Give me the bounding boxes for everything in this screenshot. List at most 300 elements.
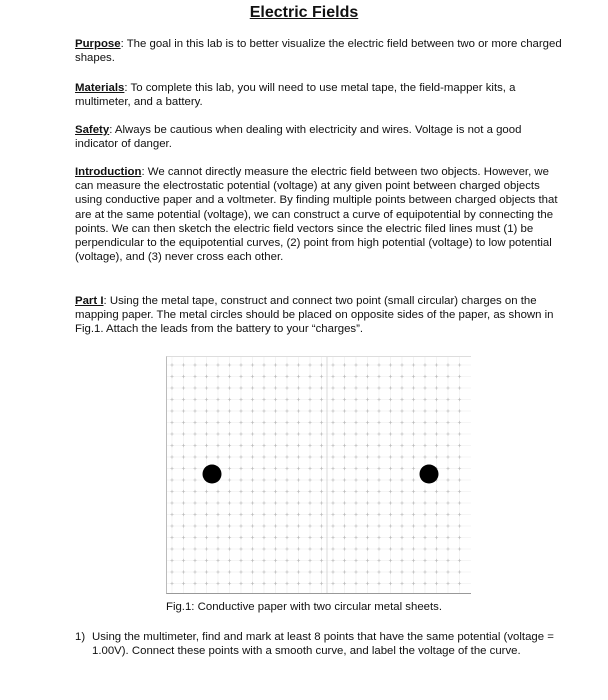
grid-mark [354, 375, 357, 378]
grid-mark [423, 559, 426, 562]
grid-mark [354, 432, 357, 435]
grid-mark [308, 386, 311, 389]
grid-mark [435, 432, 438, 435]
grid-mark [216, 409, 219, 412]
grid-mark [182, 478, 185, 481]
grid-mark [389, 547, 392, 550]
grid-mark [458, 513, 461, 516]
grid-mark [446, 478, 449, 481]
grid-mark [354, 490, 357, 493]
grid-mark [377, 386, 380, 389]
grid-mark [331, 559, 334, 562]
grid-mark [400, 398, 403, 401]
grid-mark [331, 444, 334, 447]
grid-mark [343, 467, 346, 470]
grid-mark [251, 513, 254, 516]
grid-mark [331, 478, 334, 481]
introduction-section: Introduction: We cannot directly measure the electric field between two objects. However, we can measure the electrostatic potential (voltage) at any given point between charged objects using conductive paper and a voltmeter. By finding multiple points between charged objects that are at the same potential (voltage), we can construct a curve of equipotential by connecting the points. We can then sketch the electric field vectors since the electric filed lines must (1) be perpendicular to the equipotential curves, (2) point from high potential (voltage) to low potential (voltage), and (3) never cross each other. [75, 166, 558, 264]
grid-mark [205, 363, 208, 366]
grid-mark [193, 375, 196, 378]
grid-mark [331, 375, 334, 378]
grid-mark [216, 513, 219, 516]
grid-mark [435, 455, 438, 458]
grid-mark [320, 559, 323, 562]
grid-mark [366, 513, 369, 516]
grid-mark [251, 375, 254, 378]
grid-mark [205, 501, 208, 504]
part1-label: Part I [75, 295, 104, 307]
grid-mark [205, 513, 208, 516]
grid-mark [458, 455, 461, 458]
grid-mark [412, 559, 415, 562]
grid-mark [343, 501, 346, 504]
part1-section: Part I: Using the metal tape, construct and connect two point (small circular) charges on the mapping paper. The metal circles should be placed on opposite sides of the paper, as shown in Fig.1. Attach the leads from the battery to your “charges”. [75, 295, 554, 336]
grid-mark [435, 375, 438, 378]
grid-mark [308, 570, 311, 573]
grid-mark [251, 432, 254, 435]
grid-mark [170, 536, 173, 539]
grid-mark [320, 432, 323, 435]
grid-mark [435, 547, 438, 550]
grid-mark [354, 570, 357, 573]
grid-mark [389, 536, 392, 539]
grid-mark [262, 536, 265, 539]
grid-mark [193, 455, 196, 458]
grid-mark [423, 547, 426, 550]
grid-mark [285, 570, 288, 573]
grid-mark [308, 455, 311, 458]
grid-mark [446, 536, 449, 539]
grid-mark [297, 582, 300, 585]
grid-mark [377, 524, 380, 527]
grid-mark [423, 513, 426, 516]
grid-mark [435, 570, 438, 573]
grid-mark [297, 409, 300, 412]
grid-mark [400, 409, 403, 412]
grid-mark [320, 490, 323, 493]
grid-mark [274, 478, 277, 481]
grid-mark [389, 432, 392, 435]
grid-mark [377, 432, 380, 435]
grid-mark [228, 513, 231, 516]
grid-mark [228, 432, 231, 435]
grid-mark [262, 409, 265, 412]
grid-mark [216, 432, 219, 435]
grid-mark [435, 536, 438, 539]
grid-mark [274, 444, 277, 447]
grid-mark [285, 524, 288, 527]
grid-mark [274, 570, 277, 573]
grid-mark [274, 409, 277, 412]
grid-mark [320, 536, 323, 539]
grid-mark [331, 501, 334, 504]
grid-mark [389, 467, 392, 470]
grid-mark [308, 547, 311, 550]
grid-mark [412, 444, 415, 447]
grid-mark [435, 409, 438, 412]
grid-mark [423, 455, 426, 458]
grid-mark [412, 467, 415, 470]
grid-mark [331, 409, 334, 412]
grid-mark [182, 547, 185, 550]
grid-mark [262, 547, 265, 550]
grid-mark [354, 467, 357, 470]
grid-mark [170, 467, 173, 470]
grid-mark [377, 536, 380, 539]
grid-mark [285, 536, 288, 539]
grid-mark [193, 421, 196, 424]
grid-mark [251, 363, 254, 366]
grid-mark [412, 409, 415, 412]
grid-mark [170, 432, 173, 435]
grid-mark [285, 375, 288, 378]
grid-mark [446, 421, 449, 424]
grid-mark [251, 536, 254, 539]
step-1 [75, 630, 565, 658]
grid-mark [389, 409, 392, 412]
grid-mark [239, 421, 242, 424]
grid-mark [435, 582, 438, 585]
grid-mark [228, 490, 231, 493]
grid-mark [182, 467, 185, 470]
grid-mark [366, 559, 369, 562]
grid-mark [377, 513, 380, 516]
grid-mark [228, 467, 231, 470]
grid-mark [182, 524, 185, 527]
grid-mark [205, 524, 208, 527]
grid-mark [262, 559, 265, 562]
grid-mark [377, 363, 380, 366]
grid-mark [228, 524, 231, 527]
grid-mark [458, 490, 461, 493]
grid-mark [297, 467, 300, 470]
grid-mark [343, 536, 346, 539]
grid-mark [320, 478, 323, 481]
grid-mark [308, 363, 311, 366]
grid-mark [389, 455, 392, 458]
grid-mark [366, 582, 369, 585]
grid-mark [193, 398, 196, 401]
grid-mark [354, 409, 357, 412]
grid-mark [274, 363, 277, 366]
grid-mark [366, 490, 369, 493]
grid-mark [389, 513, 392, 516]
grid-mark [308, 582, 311, 585]
grid-mark [182, 444, 185, 447]
grid-mark [170, 398, 173, 401]
grid-mark [377, 444, 380, 447]
grid-mark [239, 524, 242, 527]
grid-mark [216, 501, 219, 504]
grid-mark [239, 444, 242, 447]
grid-mark [435, 363, 438, 366]
grid-mark [446, 524, 449, 527]
grid-mark [458, 386, 461, 389]
grid-mark [308, 421, 311, 424]
grid-mark [308, 409, 311, 412]
grid-mark [182, 398, 185, 401]
grid-mark [297, 398, 300, 401]
grid-mark [170, 455, 173, 458]
grid-mark [308, 467, 311, 470]
grid-mark [262, 363, 265, 366]
grid-mark [423, 421, 426, 424]
grid-mark [331, 490, 334, 493]
grid-mark [205, 444, 208, 447]
grid-mark [331, 467, 334, 470]
grid-mark [297, 386, 300, 389]
grid-mark [331, 421, 334, 424]
grid-mark [423, 582, 426, 585]
grid-mark [205, 409, 208, 412]
grid-mark [377, 467, 380, 470]
grid-mark [446, 582, 449, 585]
grid-mark [170, 363, 173, 366]
grid-mark [412, 513, 415, 516]
grid-mark [366, 444, 369, 447]
grid-mark [446, 363, 449, 366]
grid-mark [274, 490, 277, 493]
grid-mark [343, 432, 346, 435]
grid-mark [193, 547, 196, 550]
grid-mark [193, 432, 196, 435]
grid-mark [458, 547, 461, 550]
grid-mark [193, 478, 196, 481]
grid-mark [320, 409, 323, 412]
grid-mark [262, 444, 265, 447]
grid-mark [320, 398, 323, 401]
grid-mark [366, 409, 369, 412]
grid-mark [331, 547, 334, 550]
safety-label: Safety [75, 124, 110, 136]
grid-mark [170, 444, 173, 447]
grid-mark [285, 559, 288, 562]
grid-mark [170, 513, 173, 516]
grid-mark [285, 455, 288, 458]
grid-mark [239, 455, 242, 458]
grid-mark [412, 455, 415, 458]
left-metal-circle [203, 465, 222, 484]
step-1-number: 1) [75, 631, 86, 643]
grid-mark [412, 582, 415, 585]
grid-mark [435, 421, 438, 424]
grid-mark [170, 490, 173, 493]
grid-mark [320, 467, 323, 470]
grid-mark [251, 455, 254, 458]
grid-mark [205, 490, 208, 493]
grid-mark [262, 490, 265, 493]
grid-mark [389, 363, 392, 366]
grid-mark [423, 375, 426, 378]
grid-mark [366, 386, 369, 389]
grid-mark [446, 455, 449, 458]
grid-mark [308, 524, 311, 527]
grid-mark [205, 375, 208, 378]
grid-mark [262, 421, 265, 424]
grid-mark [435, 501, 438, 504]
grid-mark [205, 536, 208, 539]
grid-mark [285, 582, 288, 585]
conductive-paper-figure [166, 356, 471, 594]
grid-mark [320, 363, 323, 366]
grid-mark [205, 559, 208, 562]
grid-mark [262, 524, 265, 527]
materials-section: Materials: To complete this lab, you will need to use metal tape, the field-mapper kits, a multimeter, and a battery. [75, 82, 516, 109]
grid-mark [285, 547, 288, 550]
grid-mark [331, 455, 334, 458]
grid-mark [274, 524, 277, 527]
grid-mark [377, 501, 380, 504]
grid-mark [274, 398, 277, 401]
grid-mark [446, 409, 449, 412]
grid-mark [446, 501, 449, 504]
grid-mark [170, 570, 173, 573]
grid-mark [170, 524, 173, 527]
grid-mark [400, 421, 403, 424]
grid-mark [193, 559, 196, 562]
grid-mark [458, 432, 461, 435]
grid-mark [297, 421, 300, 424]
grid-mark [216, 363, 219, 366]
grid-mark [331, 524, 334, 527]
grid-mark [412, 421, 415, 424]
grid-mark [170, 501, 173, 504]
grid-mark [389, 398, 392, 401]
grid-mark [412, 432, 415, 435]
grid-mark [331, 570, 334, 573]
grid-mark [354, 478, 357, 481]
grid-mark [297, 363, 300, 366]
grid-mark [343, 582, 346, 585]
grid-mark [366, 467, 369, 470]
grid-mark [458, 409, 461, 412]
grid-mark [458, 582, 461, 585]
grid-mark [412, 398, 415, 401]
grid-mark [228, 478, 231, 481]
grid-mark [228, 398, 231, 401]
grid-mark [239, 536, 242, 539]
grid-mark [262, 478, 265, 481]
grid-mark [262, 513, 265, 516]
grid-mark [320, 513, 323, 516]
grid-mark [389, 501, 392, 504]
grid-mark [412, 501, 415, 504]
grid-mark [193, 409, 196, 412]
grid-mark [308, 536, 311, 539]
grid-mark [228, 386, 231, 389]
grid-mark [354, 363, 357, 366]
grid-mark [343, 363, 346, 366]
grid-mark [182, 455, 185, 458]
grid-mark [446, 547, 449, 550]
grid-mark [216, 386, 219, 389]
grid-mark [251, 467, 254, 470]
grid-mark [389, 490, 392, 493]
grid-mark [366, 363, 369, 366]
materials-label: Materials [75, 82, 125, 94]
grid-mark [446, 432, 449, 435]
grid-mark [400, 513, 403, 516]
grid-mark [400, 582, 403, 585]
grid-mark [354, 524, 357, 527]
grid-mark [343, 547, 346, 550]
grid-mark [377, 547, 380, 550]
grid-mark [239, 432, 242, 435]
grid-mark [320, 524, 323, 527]
grid-mark [297, 444, 300, 447]
grid-mark [400, 547, 403, 550]
grid-mark [193, 363, 196, 366]
grid-mark [435, 559, 438, 562]
grid-mark [228, 582, 231, 585]
grid-mark [400, 559, 403, 562]
grid-mark [331, 398, 334, 401]
grid-mark [216, 524, 219, 527]
grid-mark [297, 559, 300, 562]
grid-mark [170, 386, 173, 389]
page-title: Electric Fields [249, 4, 359, 21]
grid-mark [446, 375, 449, 378]
grid-mark [285, 398, 288, 401]
grid-mark [308, 375, 311, 378]
grid-mark [205, 398, 208, 401]
grid-mark [308, 501, 311, 504]
grid-mark [446, 490, 449, 493]
materials-text: To complete this lab, you will need to use metal tape, the field-mapper kits, a multimeter, and a battery. [75, 82, 516, 109]
grid-mark [205, 455, 208, 458]
grid-mark [182, 490, 185, 493]
grid-mark [274, 386, 277, 389]
grid-mark [435, 398, 438, 401]
grid-mark [458, 536, 461, 539]
grid-mark [343, 409, 346, 412]
grid-mark [170, 547, 173, 550]
grid-mark [423, 432, 426, 435]
grid-mark [262, 570, 265, 573]
grid-mark [400, 478, 403, 481]
grid-mark [239, 570, 242, 573]
grid-mark [170, 559, 173, 562]
grid-mark [285, 490, 288, 493]
grid-mark [228, 455, 231, 458]
grid-mark [182, 363, 185, 366]
grid-mark [343, 490, 346, 493]
grid-mark [205, 386, 208, 389]
grid-mark [182, 513, 185, 516]
grid-mark [182, 421, 185, 424]
grid-mark [239, 363, 242, 366]
grid-mark [182, 409, 185, 412]
grid-mark [377, 421, 380, 424]
grid-mark [228, 421, 231, 424]
grid-mark [228, 559, 231, 562]
grid-mark [308, 432, 311, 435]
grid-mark [354, 455, 357, 458]
grid-mark [251, 398, 254, 401]
grid-mark [343, 513, 346, 516]
grid-mark [458, 524, 461, 527]
purpose-text: The goal in this lab is to better visualize the electric field between two or more charged shapes. [75, 38, 562, 65]
grid-mark [274, 455, 277, 458]
grid-mark [274, 559, 277, 562]
grid-mark [251, 582, 254, 585]
grid-paper-image [167, 357, 471, 593]
grid-mark [239, 547, 242, 550]
grid-mark [423, 409, 426, 412]
grid-mark [354, 386, 357, 389]
grid-mark [251, 490, 254, 493]
grid-mark [343, 398, 346, 401]
